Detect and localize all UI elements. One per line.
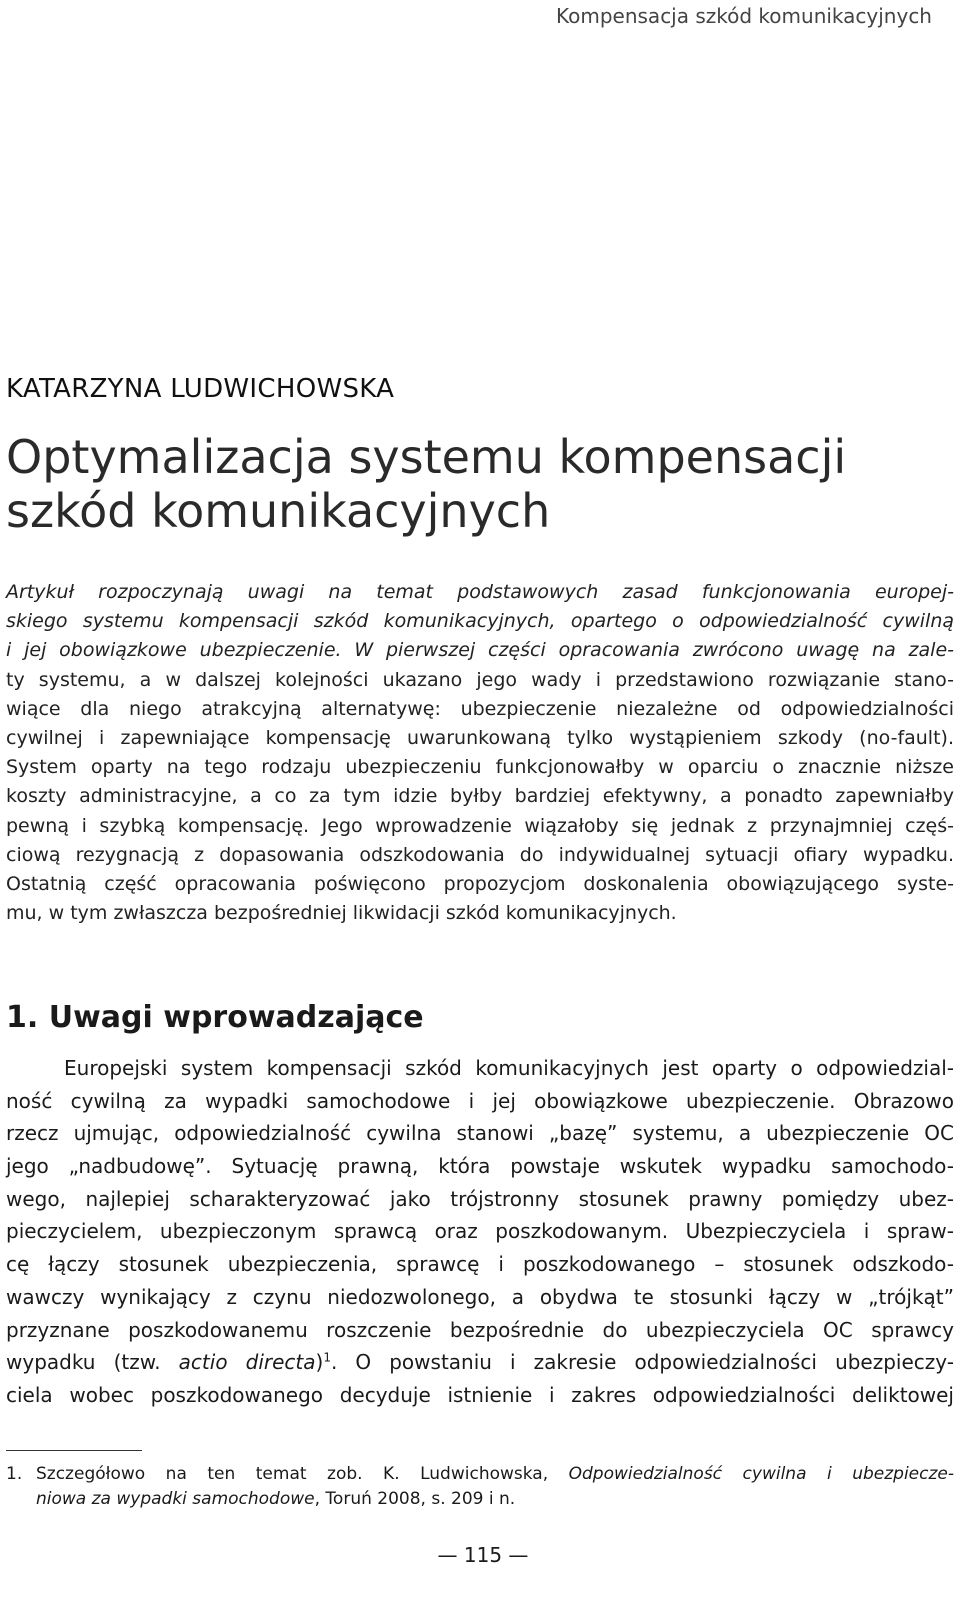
- abstract-line: mu, w tym zwłaszcza bezpośredniej likwidacji szkód komunikacyjnych.: [6, 902, 677, 925]
- body-line: ność cywilną za wypadki samochodowe i jej obowiązkowe ubezpieczenie. Obrazowo: [6, 1088, 954, 1113]
- body-line: ciela wobec poszkodowanego decyduje istnienie i zakres odpowiedzialności deliktowej: [6, 1382, 954, 1407]
- footnote-text: , Toruń 2008, s. 209 i n.: [314, 1489, 516, 1509]
- abstract-line: System oparty na tego rodzaju ubezpieczeniu funkcjonowałby w oparciu o znacznie niższe: [6, 756, 954, 779]
- footnote-reference[interactable]: 1: [323, 1350, 331, 1365]
- abstract-line: Artykuł rozpoczynają uwagi na temat podstawowych zasad funkcjonowania europej-: [6, 581, 954, 603]
- latin-term: actio directa: [178, 1350, 316, 1375]
- abstract-line: wiące dla niego atrakcyjną alternatywę: ubezpieczenie niezależne od odpowiedzialności: [6, 697, 954, 720]
- body-line: rzecz ujmując, odpowiedzialność cywilna stanowi „bazę” systemu, a ubezpieczenie OC: [6, 1121, 954, 1146]
- article-title: [6, 430, 846, 538]
- body-text-fragment: wypadku (tzw.: [6, 1350, 179, 1375]
- footnote-line: [6, 1462, 954, 1487]
- abstract-line: skiego systemu kompensacji szkód komunikacyjnych, opartego o odpowiedzialność cywilną: [6, 610, 954, 633]
- body-line: Europejski system kompensacji szkód komunikacyjnych jest oparty o odpowiedzial-: [64, 1056, 954, 1080]
- abstract-line: ciową rezygnacją z dopasowania odszkodowania do indywidualnej sytuacji ofiary wypadku.: [6, 843, 954, 866]
- running-header: Kompensacja szkód komunikacyjnych: [556, 4, 932, 28]
- body-line: cę łączy stosunek ubezpieczenia, sprawcę i poszkodowanego – stosunek odszkodo-: [6, 1252, 954, 1277]
- article-title-line: szkód komunikacyjnych: [6, 484, 551, 538]
- body-text-fragment: . O powstaniu i zakresie odpowiedzialności ubezpieczy-: [330, 1350, 954, 1375]
- page-number: — 115 —: [437, 1543, 529, 1567]
- body-line: jego „nadbudowę”. Sytuację prawną, która powstaje wskutek wypadku samochodo-: [6, 1154, 954, 1179]
- section-heading: 1. Uwagi wprowadzające: [6, 1000, 424, 1035]
- abstract-line: koszty administracyjne, a co za tym idzie byłby bardziej efektywny, a ponadto zapewniałby: [6, 785, 954, 808]
- footnote-book-title: niowa za wypadki samochodowe: [36, 1489, 315, 1509]
- body-line: przyznane poszkodowanemu roszczenie bezpośrednie do ubezpieczyciela OC sprawcy: [6, 1317, 954, 1342]
- abstract-line: Ostatnią część opracowania poświęcono propozycjom doskonalenia obowiązującego syste-: [6, 872, 954, 895]
- abstract-line: cywilnej i zapewniające kompensację uwarunkowaną tylko wystąpieniem szkody (no-fault).: [6, 726, 954, 749]
- abstract: [6, 578, 954, 928]
- abstract-line: pewną i szybką kompensację. Jego wprowadzenie wiązałoby się jednak z przynajmniej częś-: [6, 814, 954, 837]
- body-text-fragment: ): [315, 1350, 324, 1375]
- body-line: pieczycielem, ubezpieczonym sprawcą oraz poszkodowanym. Ubezpieczyciela i spraw-: [6, 1219, 954, 1244]
- footnote-number: 1.: [6, 1464, 23, 1484]
- footnote: [6, 1462, 954, 1512]
- body-line: wego, najlepiej scharakteryzować jako trójstronny stosunek prawny pomiędzy ubez-: [6, 1186, 954, 1211]
- footnote-text: Szczegółowo na ten temat zob. K. Ludwichowska,: [36, 1464, 569, 1484]
- article-title-line: Optymalizacja systemu kompensacji: [6, 430, 847, 484]
- author-name: KATARZYNA LUDWICHOWSKA: [6, 374, 395, 404]
- footnote-separator: [6, 1450, 142, 1451]
- body-line: wawczy wynikający z czynu niedozwolonego, a obydwa te stosunki łączy w „trójkąt”: [6, 1284, 954, 1309]
- body-line: [6, 1346, 954, 1379]
- section-body: [6, 1052, 954, 1412]
- footnote-line: [6, 1487, 954, 1512]
- footnote-book-title: Odpowiedzialność cywilna i ubezpiecze-: [568, 1464, 954, 1484]
- abstract-line: ty systemu, a w dalszej kolejności ukazano jego wady i przedstawiono rozwiązanie stano-: [6, 668, 954, 691]
- abstract-line: i jej obowiązkowe ubezpieczenie. W pierwszej części opracowania zwrócono uwagę na zale-: [6, 639, 954, 662]
